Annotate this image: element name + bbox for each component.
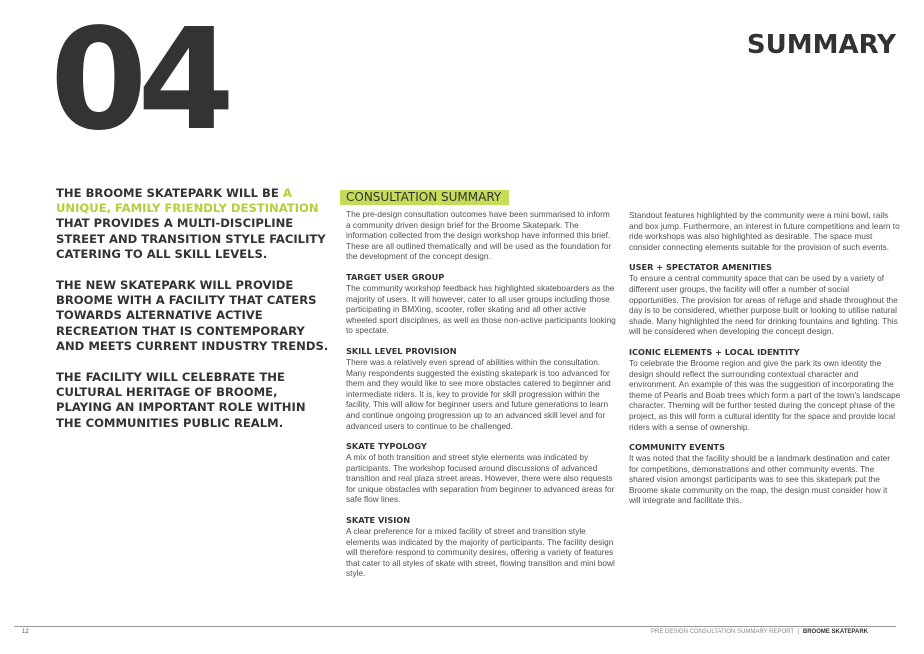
section-body: It was noted that the facility should be a landmark destination and cater for competitions, demonstrations and other community events. The shared vision amongst participants was to see this skatepark put the Broome skate community on the map, the design must consider how it will integrate and facilitate this. xyxy=(629,453,891,506)
footer-brand: BROOME SKATEPARK xyxy=(802,629,868,635)
section-tag: CONSULTATION SUMMARY xyxy=(340,190,509,205)
section-body: There was a relatively even spread of abilities within the consultation. Many respondents suggested the existing skatepark is too advanced for them and they would like to see more obstacles catered to beginner and intermediate riders. It is, key to provide for skill progression within the facility. This will allow for beginner users and future generations to learn and continue ongoing progression up to an advanced skill level and for advanced users to continue to be challenged. xyxy=(346,356,611,431)
consultation-intro: The pre-design consultation outcomes have been summarised to inform a community driven design brief for the Broome Skatepark. The information collected from the design workshop have informed this brief. These are all outlined thematically and will be used as the foundation for the development of the concept design. xyxy=(346,209,612,262)
section-body: To ensure a central community space that can be used by a variety of different user groups, the facility will offer a number of social opportunities. The provision for areas of refuge and shade throughout the day is to be considered, whether purpose built or looking to utilise natural shade. Many highlighted the need for drinking fountains and lighting. This will be considered when developing the concept design. xyxy=(629,273,898,337)
intro-statement xyxy=(56,186,332,447)
section-body: A clear preference for a mixed facility of street and transition style elements was indicated by the majority of participants. The facility design will therefore respond to community desires, offering a variety of features that cater to all styles of skate with street, flowing transition and mini bowl style. xyxy=(346,526,615,579)
intro-p1-start: THE BROOME SKATEPARK WILL BE xyxy=(56,186,283,200)
section-body: The community workshop feedback has highlighted skateboarders as the majority of users. It will however, cater to all user groups including those participating in BMXing, scooter, roller skating and all other active wheeled sport disciplines, as well as those non-active participants looking to spectate. xyxy=(346,282,616,336)
page-title: SUMMARY xyxy=(746,30,896,60)
section-heading: USER + SPECTATOR AMENITIES xyxy=(629,262,772,273)
footer-divider xyxy=(14,626,896,627)
section-heading: SKILL LEVEL PROVISION xyxy=(346,345,457,356)
section-heading: SKATE VISION xyxy=(346,515,411,526)
intro-p1-highlight: A UNIQUE, FAMILY FRIENDLY DESTINATION xyxy=(56,186,319,216)
section-heading: ICONIC ELEMENTS + LOCAL IDENTITY xyxy=(629,346,800,357)
chapter-number: 04 xyxy=(50,0,225,162)
right-column-intro: Standout features highlighted by the community were a mini bowl, rails and box jump. Furthermore, an interest in future competitions and learn to ride workshops was also highlighted as desirable. The space must consider connecting elements suitable for the provision of such events. xyxy=(629,210,900,252)
intro-p1-end: THAT PROVIDES A MULTI-DISCIPLINE STREET AND TRANSITION STYLE FACILITY CATERING TO ALL SKILL LEVELS. xyxy=(56,216,326,261)
intro-paragraph-1 xyxy=(56,186,332,262)
page-number: 12 xyxy=(22,629,29,635)
section-body: A mix of both transition and street style elements was indicated by participants. The workshop focused around discussions of advanced transition and real plaza street areas. However, there were also requests for unique obstacles with separation from beginner to advanced areas for safe flow lines. xyxy=(346,452,615,505)
section-heading: COMMUNITY EVENTS xyxy=(629,442,726,453)
footer-report-info xyxy=(651,629,868,635)
section-heading: TARGET USER GROUP xyxy=(346,271,445,282)
section-heading: SKATE TYPOLOGY xyxy=(346,441,427,452)
section-body: To celebrate the Broome region and give the park its own identity the design should reflect the surrounding contextual character and environment. An example of this was the suggestion of incorporating the theme of Pearls and Boab trees which form a part of the town's landscape character. Theming will be further tested during the concept phase of the project, as this will form a cultural identity for the space and provide local riders with a sense of ownership. xyxy=(629,357,901,432)
right-column xyxy=(629,210,901,516)
intro-paragraph-2: THE NEW SKATEPARK WILL PROVIDE BROOME WITH A FACILITY THAT CATERS TOWARDS ALTERNATIVE ACTIVE RECREATION THAT IS CONTEMPORARY AND MEETS CURRENT INDUSTRY TRENDS. xyxy=(56,278,329,353)
intro-paragraph-3: THE FACILITY WILL CELEBRATE THE CULTURAL HERITAGE OF BROOME, PLAYING AN IMPORTANT ROLE WITHIN THE COMMUNITIES PUBLIC REALM. xyxy=(56,370,306,430)
consultation-column xyxy=(346,190,616,589)
footer-separator: | xyxy=(797,629,800,635)
footer-report-title: PRE DESIGN CONSULTATION SUMMARY REPORT xyxy=(651,629,794,635)
